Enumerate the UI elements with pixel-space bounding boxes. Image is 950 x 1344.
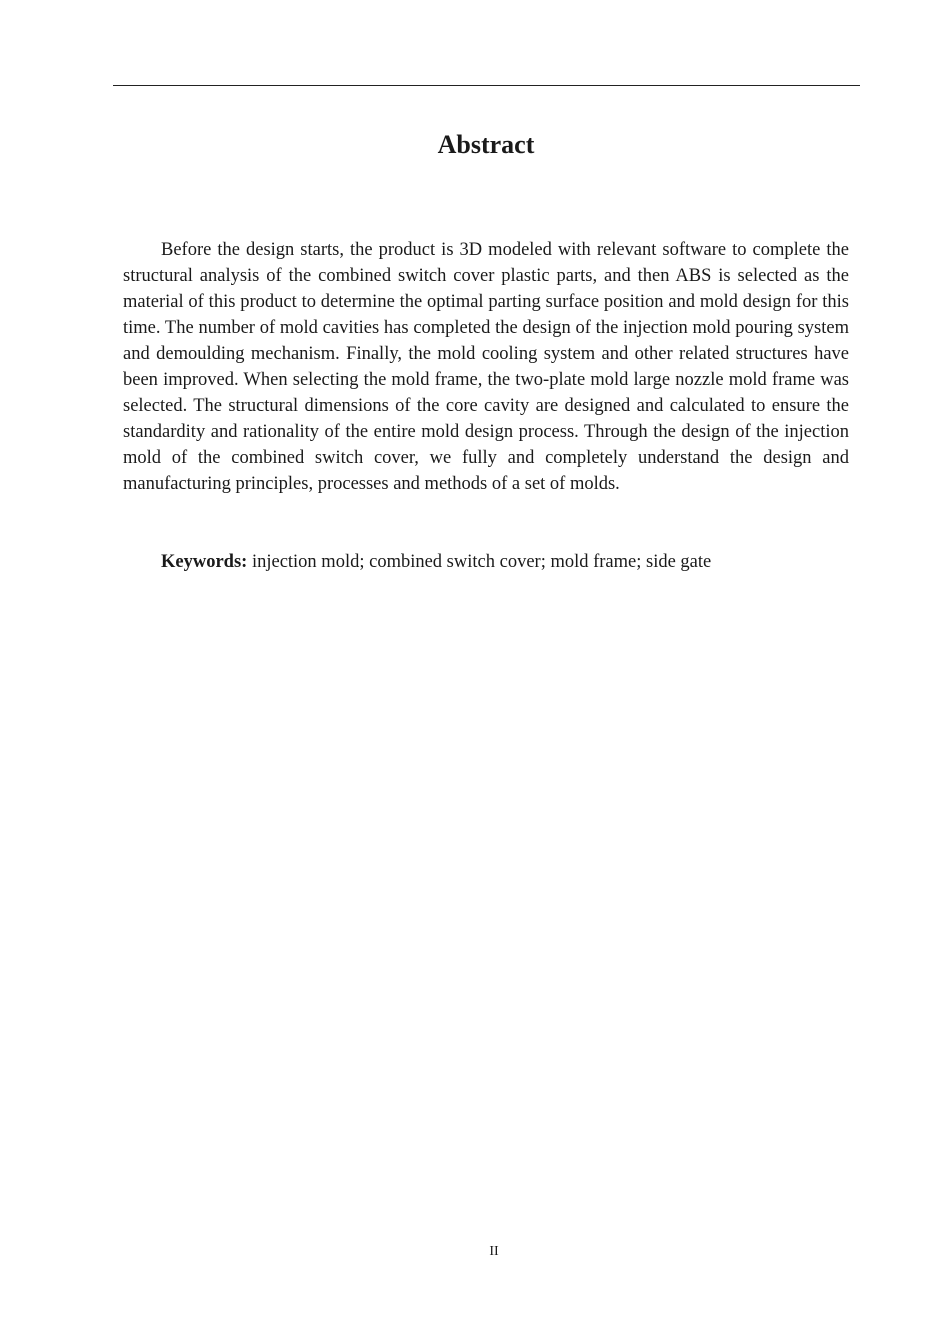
keywords-label: Keywords: — [161, 552, 248, 572]
keywords-line — [123, 549, 849, 575]
keywords-text: injection mold; combined switch cover; mold frame; side gate — [247, 552, 712, 572]
page-number: II — [489, 1244, 499, 1259]
header-rule — [113, 85, 860, 86]
page-title: Abstract — [437, 130, 535, 159]
abstract-paragraph: Before the design starts, the product is 3D modeled with relevant software to complete the structural analysis of the combined switch cover plastic parts, and then ABS is selected as the material of this product to determine the optimal parting surface position and mold design for this time. The number of mold cavities has completed the design of the injection mold pouring system and demoulding mechanism. Finally, the mold cooling system and other related structures have been improved. When selecting the mold frame, the two-plate mold large nozzle mold frame was selected. The structural dimensions of the core cavity are designed and calculated to ensure the standardity and rationality of the entire mold design process. Through the design of the injection mold of the combined switch cover, we fully and completely understand the design and manufacturing principles, processes and methods of a set of molds. — [123, 240, 849, 494]
